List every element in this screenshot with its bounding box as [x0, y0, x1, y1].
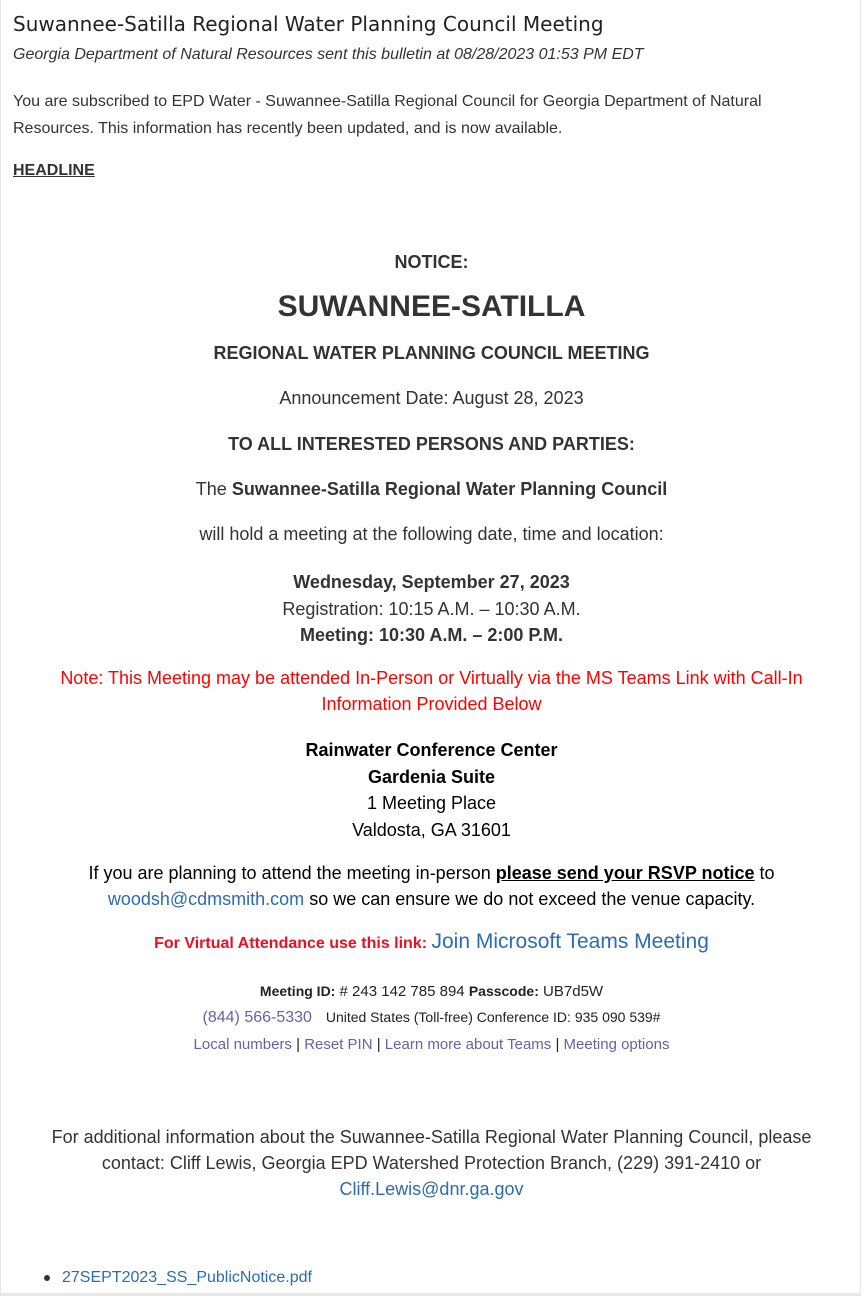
- council-name: Suwannee-Satilla Regional Water Planning Council: [231, 479, 668, 499]
- venue-suite: Gardenia Suite: [367, 766, 496, 787]
- notice-label: NOTICE:: [394, 252, 469, 272]
- date-block: [30, 569, 833, 649]
- join-teams-link[interactable]: Join Microsoft Teams Meeting: [431, 930, 709, 953]
- bulletin-title: Suwannee-Satilla Regional Water Planning Council Meeting: [13, 12, 604, 36]
- sent-line: Georgia Department of Natural Resources sent this bulletin at 08/28/2023 01:53 PM EDT: [13, 46, 644, 63]
- notice-subtitle: REGIONAL WATER PLANNING COUNCIL MEETING: [213, 343, 650, 363]
- passcode-label: Passcode:: [468, 983, 539, 999]
- rsvp-suffix: so we can ensure we do not exceed the venue capacity.: [309, 889, 756, 909]
- learn-more-teams-link[interactable]: Learn more about Teams: [384, 1036, 552, 1053]
- venue-block: [30, 737, 833, 843]
- virtual-label: For Virtual Attendance use this link:: [154, 935, 428, 952]
- rsvp-emphasis: please send your RSVP notice: [495, 863, 755, 883]
- notice-title: SUWANNEE-SATILLA: [277, 290, 586, 323]
- attachment-link[interactable]: 27SEPT2023_SS_PublicNotice.pdf: [62, 1269, 312, 1286]
- additional-text: For additional information about the Suwannee-Satilla Regional Water Planning Council, please contact: Cliff Lewis, Georgia EPD Watershed Protection Branch, (229) 391-2410 or: [51, 1127, 812, 1173]
- bullet-icon: [44, 1275, 50, 1281]
- separator: |: [376, 1036, 381, 1053]
- meeting-id-value: # 243 142 785 894: [339, 983, 465, 1000]
- will-hold-line: will hold a meeting at the following date, time and location:: [199, 524, 664, 544]
- virtual-attendance: [30, 930, 833, 954]
- announcement-date: Announcement Date: August 28, 2023: [279, 388, 584, 408]
- to-all-heading: TO ALL INTERESTED PERSONS AND PARTIES:: [228, 434, 635, 454]
- phone-info: United States (Toll-free) Conference ID: 935 090 539#: [325, 1009, 661, 1025]
- rsvp-to: to: [759, 863, 775, 883]
- meeting-id-label: Meeting ID:: [259, 983, 336, 999]
- phone-link[interactable]: (844) 566-5330: [202, 1009, 312, 1026]
- rsvp-prefix: If you are planning to attend the meeting in-person: [88, 863, 491, 883]
- headline-label: HEADLINE: [13, 162, 95, 179]
- separator: |: [555, 1036, 560, 1053]
- meeting-date: Wednesday, September 27, 2023: [293, 572, 570, 592]
- meeting-id-line: [30, 983, 833, 1000]
- additional-info: [30, 1124, 833, 1202]
- subscription-intro: You are subscribed to EPD Water - Suwannee-Satilla Regional Council for Georgia Department of Natural Resources. This information has recently been updated, and is now available.: [13, 93, 762, 137]
- separator: |: [296, 1036, 301, 1053]
- list-item: [44, 1269, 312, 1287]
- council-line: [30, 479, 833, 500]
- meeting-options-link[interactable]: Meeting options: [563, 1036, 670, 1053]
- meeting-time: Meeting: 10:30 A.M. – 2:00 P.M.: [299, 625, 564, 645]
- rsvp-email-link[interactable]: woodsh@cdmsmith.com: [107, 889, 305, 909]
- venue-name: Rainwater Conference Center: [305, 740, 558, 760]
- reset-pin-link[interactable]: Reset PIN: [304, 1036, 373, 1053]
- venue-city: Valdosta, GA 31601: [352, 819, 511, 840]
- local-numbers-link[interactable]: Local numbers: [193, 1036, 292, 1053]
- attachment-list: [44, 1269, 312, 1287]
- registration-time: Registration: 10:15 A.M. – 10:30 A.M.: [282, 598, 581, 619]
- phone-line: [30, 1009, 833, 1027]
- the-prefix: The: [195, 479, 227, 499]
- passcode-value: UB7d5W: [543, 983, 604, 1000]
- attendance-note: Note: This Meeting may be attended In-Person or Virtually via the MS Teams Link with Call-In Information Provided Below: [60, 668, 803, 714]
- venue-street: 1 Meeting Place: [366, 793, 497, 813]
- rsvp-paragraph: [30, 860, 833, 912]
- teams-links: [30, 1036, 833, 1053]
- contact-email-link[interactable]: Cliff.Lewis@dnr.ga.gov: [339, 1179, 524, 1199]
